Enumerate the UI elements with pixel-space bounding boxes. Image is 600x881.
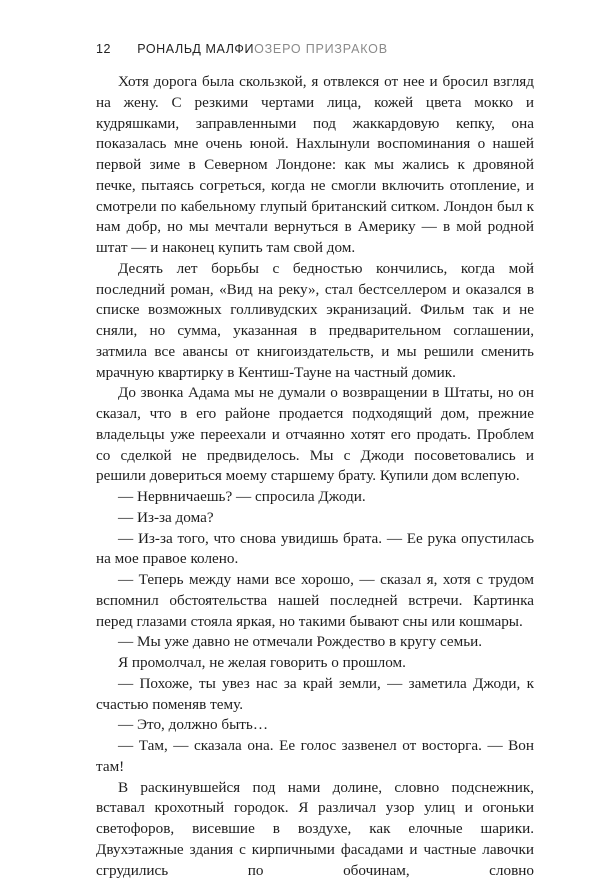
paragraph: Десять лет борьбы с бедностью кончились, когда мой последний роман, «Вид на реку», стал бестселлером и оказался в списке возможных голливудских экранизаций. Фильм так и не сняли, но сумма, указанная в предварительном соглашении, затмила все авансы от книгоиздательств, и мы решили сменить мрачную квартирку в Кентиш-Тауне на частный домик. xyxy=(96,259,534,384)
paragraph: — Теперь между нами все хорошо, — сказал я, хотя с трудом вспомнил обстоятельства нашей последней встречи. Картинка перед глазами стояла яркая, но такими бывают сны или кошмары. xyxy=(96,570,534,632)
paragraph: — Это, должно быть… xyxy=(96,715,534,736)
paragraph: — Похоже, ты увез нас за край земли, — заметила Джоди, к счастью поменяв тему. xyxy=(96,674,534,716)
book-title: ОЗЕРО ПРИЗРАКОВ xyxy=(254,42,388,56)
paragraph: — Мы уже давно не отмечали Рождество в кругу семьи. xyxy=(96,632,534,653)
body-text xyxy=(96,72,534,881)
paragraph: До звонка Адама мы не думали о возвращении в Штаты, но он сказал, что в его районе продается подходящий дом, прежние владельцы уже переехали и отчаянно хотят его продать. Проблем со сделкой не предвиделось. Мы с Джоди посоветовались и решили довериться моему старшему брату. Купили дом вслепую. xyxy=(96,383,534,487)
author-name: РОНАЛЬД МАЛФИ xyxy=(137,42,254,56)
paragraph: Хотя дорога была скользкой, я отвлекся от нее и бросил взгляд на жену. С резкими чертами лица, кожей цвета мокко и кудряшками, заправленными под жаккардовую кепку, она показалась мне очень юной. Нахлынули воспоминания о нашей первой зиме в Северном Лондоне: как мы жались к дровяной печке, пытаясь согреться, когда не смогли включить отопление, и смотрели по кабельному глупый британский ситком. Лондон был к нам добр, но мы мечтали вернуться в Америку — в мой родной штат — и наконец купить там свой дом. xyxy=(96,72,534,259)
paragraph: В раскинувшейся под нами долине, словно подснежник, вставал крохотный городок. Я различал узор улиц и огоньки светофоров, висевшие в воздухе, как елочные шарики. Двухэтажные здания с кирпичными фасадами и частные лавочки сгрудились по обочинам, словно xyxy=(96,778,534,881)
paragraph: — Из-за того, что снова увидишь брата. — Ее рука опустилась на мое правое колено. xyxy=(96,529,534,571)
paragraph: — Нервничаешь? — спросила Джоди. xyxy=(96,487,534,508)
paragraph: Я промолчал, не желая говорить о прошлом. xyxy=(96,653,534,674)
page-number: 12 xyxy=(96,39,111,59)
paragraph: — Там, — сказала она. Ее голос зазвенел от восторга. — Вон там! xyxy=(96,736,534,778)
running-header xyxy=(96,39,536,59)
paragraph: — Из-за дома? xyxy=(96,508,534,529)
